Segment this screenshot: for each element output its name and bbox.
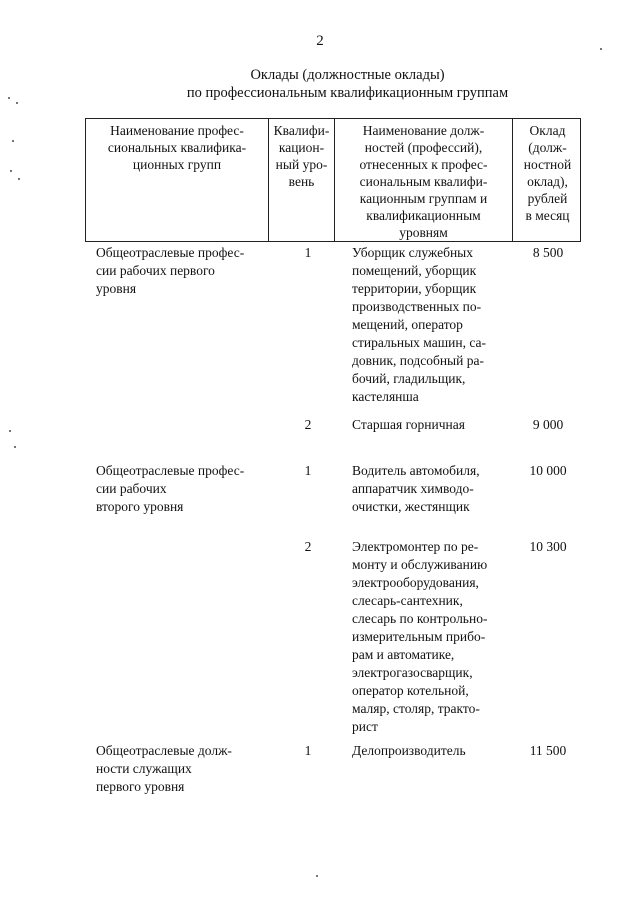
row-3-salary: 10 000 [529, 463, 567, 478]
row-2-salary: 9 000 [532, 417, 564, 432]
row-4-positions: Электромонтер по ре- монту и обслуживанию электрооборудования, слесарь-сантехник, слесарь по контрольно- измерительным прибо- рам и автоматике, электрогазосварщик, оператор котельной, маляр, столяр, тракто- рист [352, 539, 488, 734]
row-3-positions: Водитель автомобиля, аппаратчик химводо- очистки, жестянщик [352, 463, 480, 514]
row-4-level: 2 [304, 539, 312, 554]
header-salary: Оклад (долж- ностной оклад), рублей в месяц [512, 119, 582, 241]
header-position-names: Наименование долж- ностей (профессий), отнесенных к профес- сиональным квалифи- кационным группам и квалификационным уровням [334, 119, 512, 241]
title-line-2: по профессиональным квалификационным группам [186, 85, 509, 101]
row-1-positions: Уборщик служебных помещений, уборщик территории, уборщик производственных по- мещений, оператор стиральных машин, са- довник, подсобный ра- бочий, гладильщик, кастелянша [352, 245, 486, 404]
row-3-group: Общеотраслевые профес- сии рабочих второго уровня [96, 463, 245, 514]
scan-artifact [18, 178, 20, 180]
scan-artifact [12, 140, 14, 142]
scan-artifact [316, 875, 318, 877]
row-1-level: 1 [304, 245, 312, 260]
scan-artifact [10, 170, 12, 172]
row-5-level: 1 [304, 743, 312, 758]
row-2-positions: Старшая горничная [352, 417, 465, 432]
row-5-positions: Делопроизводитель [352, 743, 466, 758]
title-line-1: Оклады (должностные оклады) [250, 67, 445, 83]
scan-artifact [16, 102, 18, 104]
scan-artifact [600, 48, 602, 50]
scan-artifact [9, 430, 11, 432]
row-5-salary: 11 500 [529, 743, 567, 758]
row-4-salary: 10 300 [529, 539, 567, 554]
row-2-level: 2 [304, 417, 312, 432]
row-1-group: Общеотраслевые профес- сии рабочих первого уровня [96, 245, 245, 296]
document-title [0, 66, 640, 102]
scan-artifact [8, 97, 10, 99]
table-header [85, 118, 581, 242]
row-1-salary: 8 500 [532, 245, 564, 260]
scan-artifact [14, 446, 16, 448]
header-qualification-level: Квалифи- кацион- ный уро- вень [268, 119, 334, 241]
header-group-name: Наименование профес- сиональных квалифика- ционных групп [107, 123, 247, 172]
page-number: 2 [316, 33, 324, 49]
row-3-level: 1 [304, 463, 312, 478]
row-5-group: Общеотраслевые долж- ности служащих первого уровня [96, 743, 232, 794]
